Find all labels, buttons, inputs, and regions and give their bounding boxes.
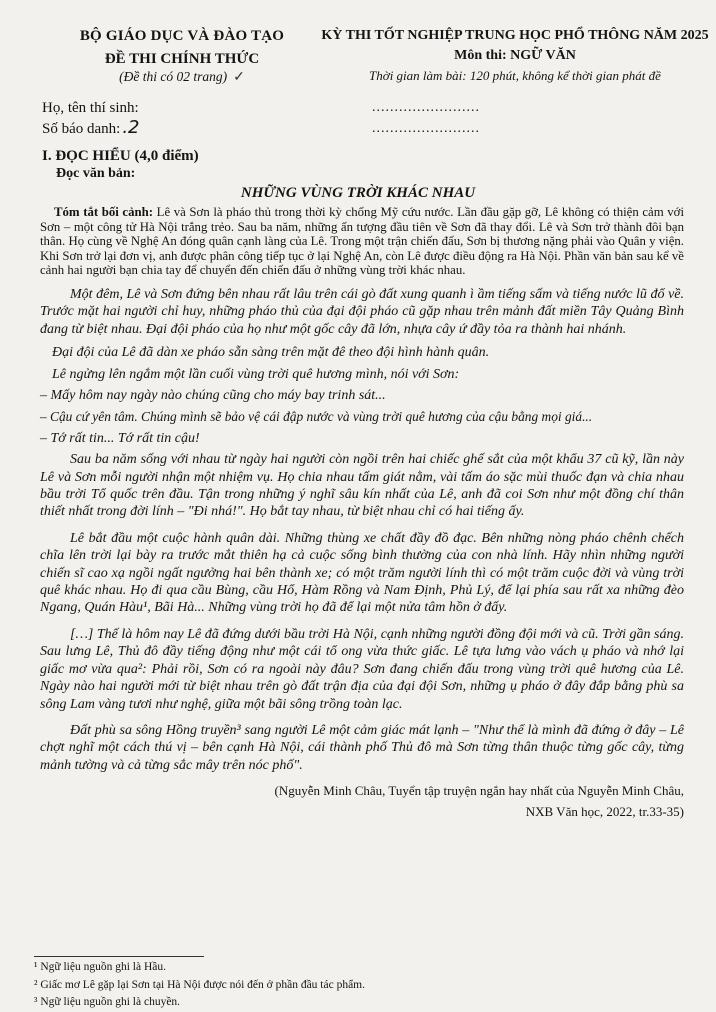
header-right — [300, 28, 716, 84]
ministry-name: BỘ GIÁO DỤC VÀ ĐÀO TẠO — [79, 28, 285, 44]
dialogue-line: – Mấy hôm nay ngày nào chúng cũng cho máy bay trinh sát... — [40, 388, 386, 403]
candidate-id-handwritten: .2 — [122, 117, 140, 138]
passage-body — [40, 205, 684, 822]
paragraph: Đại đội của Lê đã dàn xe pháo sẵn sàng trên mặt đê theo đội hình hành quân. — [52, 345, 490, 361]
footnote-divider — [34, 956, 204, 957]
paragraph: Lê ngửng lên ngắm một lần cuối vùng trời quê hương mình, nói với Sơn: — [52, 366, 460, 382]
paragraph: Một đêm, Lê và Sơn đứng bên nhau rất lâu trên cái gò đất xung quanh ì ầm tiếng sấm và tiếng nước lũ đổ về. Trước mặt hai người chỉ huy, những pháo thủ của đại đội pháo cũ gặp nhau trên mảnh đất miền Tây Quảng Bình đang từ biệt nhau. Đại đội pháo của họ như một gốc cây đã lớn, nhựa cây ứ đầy tỏa ra thành hai nhánh. — [40, 286, 684, 337]
dialogue-line: – Tớ rất tin... Tớ rất tin cậu! — [40, 430, 200, 446]
pages-note: (Đề thi có 02 trang) — [119, 69, 228, 84]
read-label: Đọc văn bản: — [56, 166, 136, 181]
source-line-1: (Nguyễn Minh Châu, Tuyển tập truyện ngắn hay nhất của Nguyễn Minh Châu, — [274, 783, 684, 799]
source-citation — [40, 780, 684, 822]
source-line-2: NXB Văn học, 2022, tr.33-35) — [525, 804, 684, 820]
exam-title: KỲ THI TỐT NGHIỆP TRUNG HỌC PHỔ THÔNG NĂM 2025 — [321, 28, 709, 43]
paragraph: Đất phù sa sông Hồng truyền³ sang người Lê một cảm giác mát lạnh – "Như thể là mình đã đứng ở đây – Lê chợt nghĩ một cách thú vị – bên cạnh Hà Nội, cái thành phố Thủ đô mà Sơn từng thân thuộc từng gốc cây, từng mảnh tường và cả từng sắc mây trên nóc phố". — [40, 722, 684, 773]
context-summary — [40, 205, 684, 278]
summary-label: Tóm tắt bối cảnh: — [54, 205, 154, 219]
candidate-name-label: Họ, tên thí sinh: — [42, 100, 139, 116]
dialogue-line: – Cậu cứ yên tâm. Chúng mình sẽ bảo vệ cái đập nước và vùng trời quê hương của cậu bằng mọi giá... — [40, 409, 593, 425]
pages-note-row — [72, 68, 292, 86]
footnote: ³ Ngữ liệu nguồn ghi là chuyền. — [34, 996, 181, 1008]
passage-title: NHỮNG VÙNG TRỜI KHÁC NHAU — [240, 185, 476, 201]
candidate-id-dots: ........................ — [372, 121, 480, 136]
candidate-id-row — [42, 117, 140, 138]
paragraph: Sau ba năm sống với nhau từ ngày hai người còn ngồi trên hai chiếc ghế sắt của một khẩu 37 cũ kỹ, lần này Lê và Sơn mỗi người nhận một nhiệm vụ. Họ chia nhau tấm giát nằm, vài tấm áo sặc mùi thuốc đạn và chia nhau bầu trời Tổ quốc trên đầu. Tận trong những ý nghĩ sâu kín nhất của Lê, anh đã coi Sơn như một đồng chí thân thiết nhất trong đời lính – "Đi nhá!". Họ bắt tay nhau, từ biệt nhau chỉ có hai tiếng ấy. — [40, 452, 684, 520]
official-label: ĐỀ THI CHÍNH THỨC — [104, 51, 260, 67]
header-left — [72, 28, 292, 86]
footnote: ² Giấc mơ Lê gặp lại Sơn tại Hà Nội được nói đến ở phần đầu tác phẩm. — [34, 979, 366, 991]
check-mark-icon: ✓ — [233, 70, 245, 85]
candidate-name-dots: ........................ — [372, 100, 480, 115]
candidate-id-label: Số báo danh: — [42, 121, 121, 137]
time-allowed: Thời gian làm bài: 120 phút, không kể thời gian phát đề — [369, 68, 661, 83]
section-heading: I. ĐỌC HIỂU (4,0 điểm) — [42, 148, 199, 164]
paragraph: Lê bắt đầu một cuộc hành quân dài. Những thùng xe chất đầy đồ đạc. Bên những nòng pháo chênh chếch chĩa lên trời lại bày ra trước mắt thiên hạ cả cuộc sống bình thường của con nhà lính. Hãy nhìn những người chiến sĩ cao xạ ngồi ngất ngưởng hai bên thành xe; có một trăm người lính thì có một trăm cuộc đời và vùng trời quê khác nhau. Họ đi qua cầu Bùng, cầu Hổ, Hàm Rồng và Nam Định, Phủ Lý, để lại phía sau rất xa những đèo Ngang, Quán Hàu¹, Bãi Hà... Những vùng trời họ đã để lại một nửa tâm hồn ở đấy. — [40, 530, 684, 616]
subject: Môn thi: NGỮ VĂN — [454, 48, 576, 63]
paragraph: […] Thế là hôm nay Lê đã đứng dưới bầu trời Hà Nội, cạnh những người đồng đội mới và cũ. Trời gần sáng. Sau lưng Lê, Thủ đô đầy tiếng động như một cái tổ ong vừa thức giấc. Lê tựa lưng vào vách ụ pháo và nhớ lại giấc mơ vừa qua²: Phải rồi, Sơn có ra ngoài này đâu? Sơn đang chiến đấu trong vùng trời quê hương của Lê. Ngày nào hai người mới từ biệt nhau trên gò đất trận địa của đại đội Sơn, những ụ pháo ở đây đắp bằng phù sa sông Lam vàng tươi như nghệ, giữa một bãi sông trồng toàn lạc. — [40, 626, 684, 712]
footnote: ¹ Ngữ liệu nguồn ghi là Hầu. — [34, 961, 167, 973]
summary-text: Lê và Sơn là pháo thủ trong thời kỳ chống Mỹ cứu nước. Lần đầu gặp gỡ, Lê không có thiện cảm với Sơn – một công tử Hà Nội trắng trẻo. Sau ba năm, những ấn tượng đầu tiên về Sơn đã thay đổi. Lê và Sơn trở thành đôi bạn thân. Họ cùng về Nghệ An đóng quân cạnh làng của Lê. Trong một trận chiến đấu, Sơn bị thương nặng phải vào Quân y viện. Khi Sơn trở lại đơn vị, anh được phân công tiếp tục ở lại Nghệ An, còn Lê được điều động ra Hà Nội. Phần văn bản sau kể về cảnh hai người bạn chia tay để chuyển đến chiến đấu ở những vùng trời khác nhau. — [40, 205, 685, 278]
